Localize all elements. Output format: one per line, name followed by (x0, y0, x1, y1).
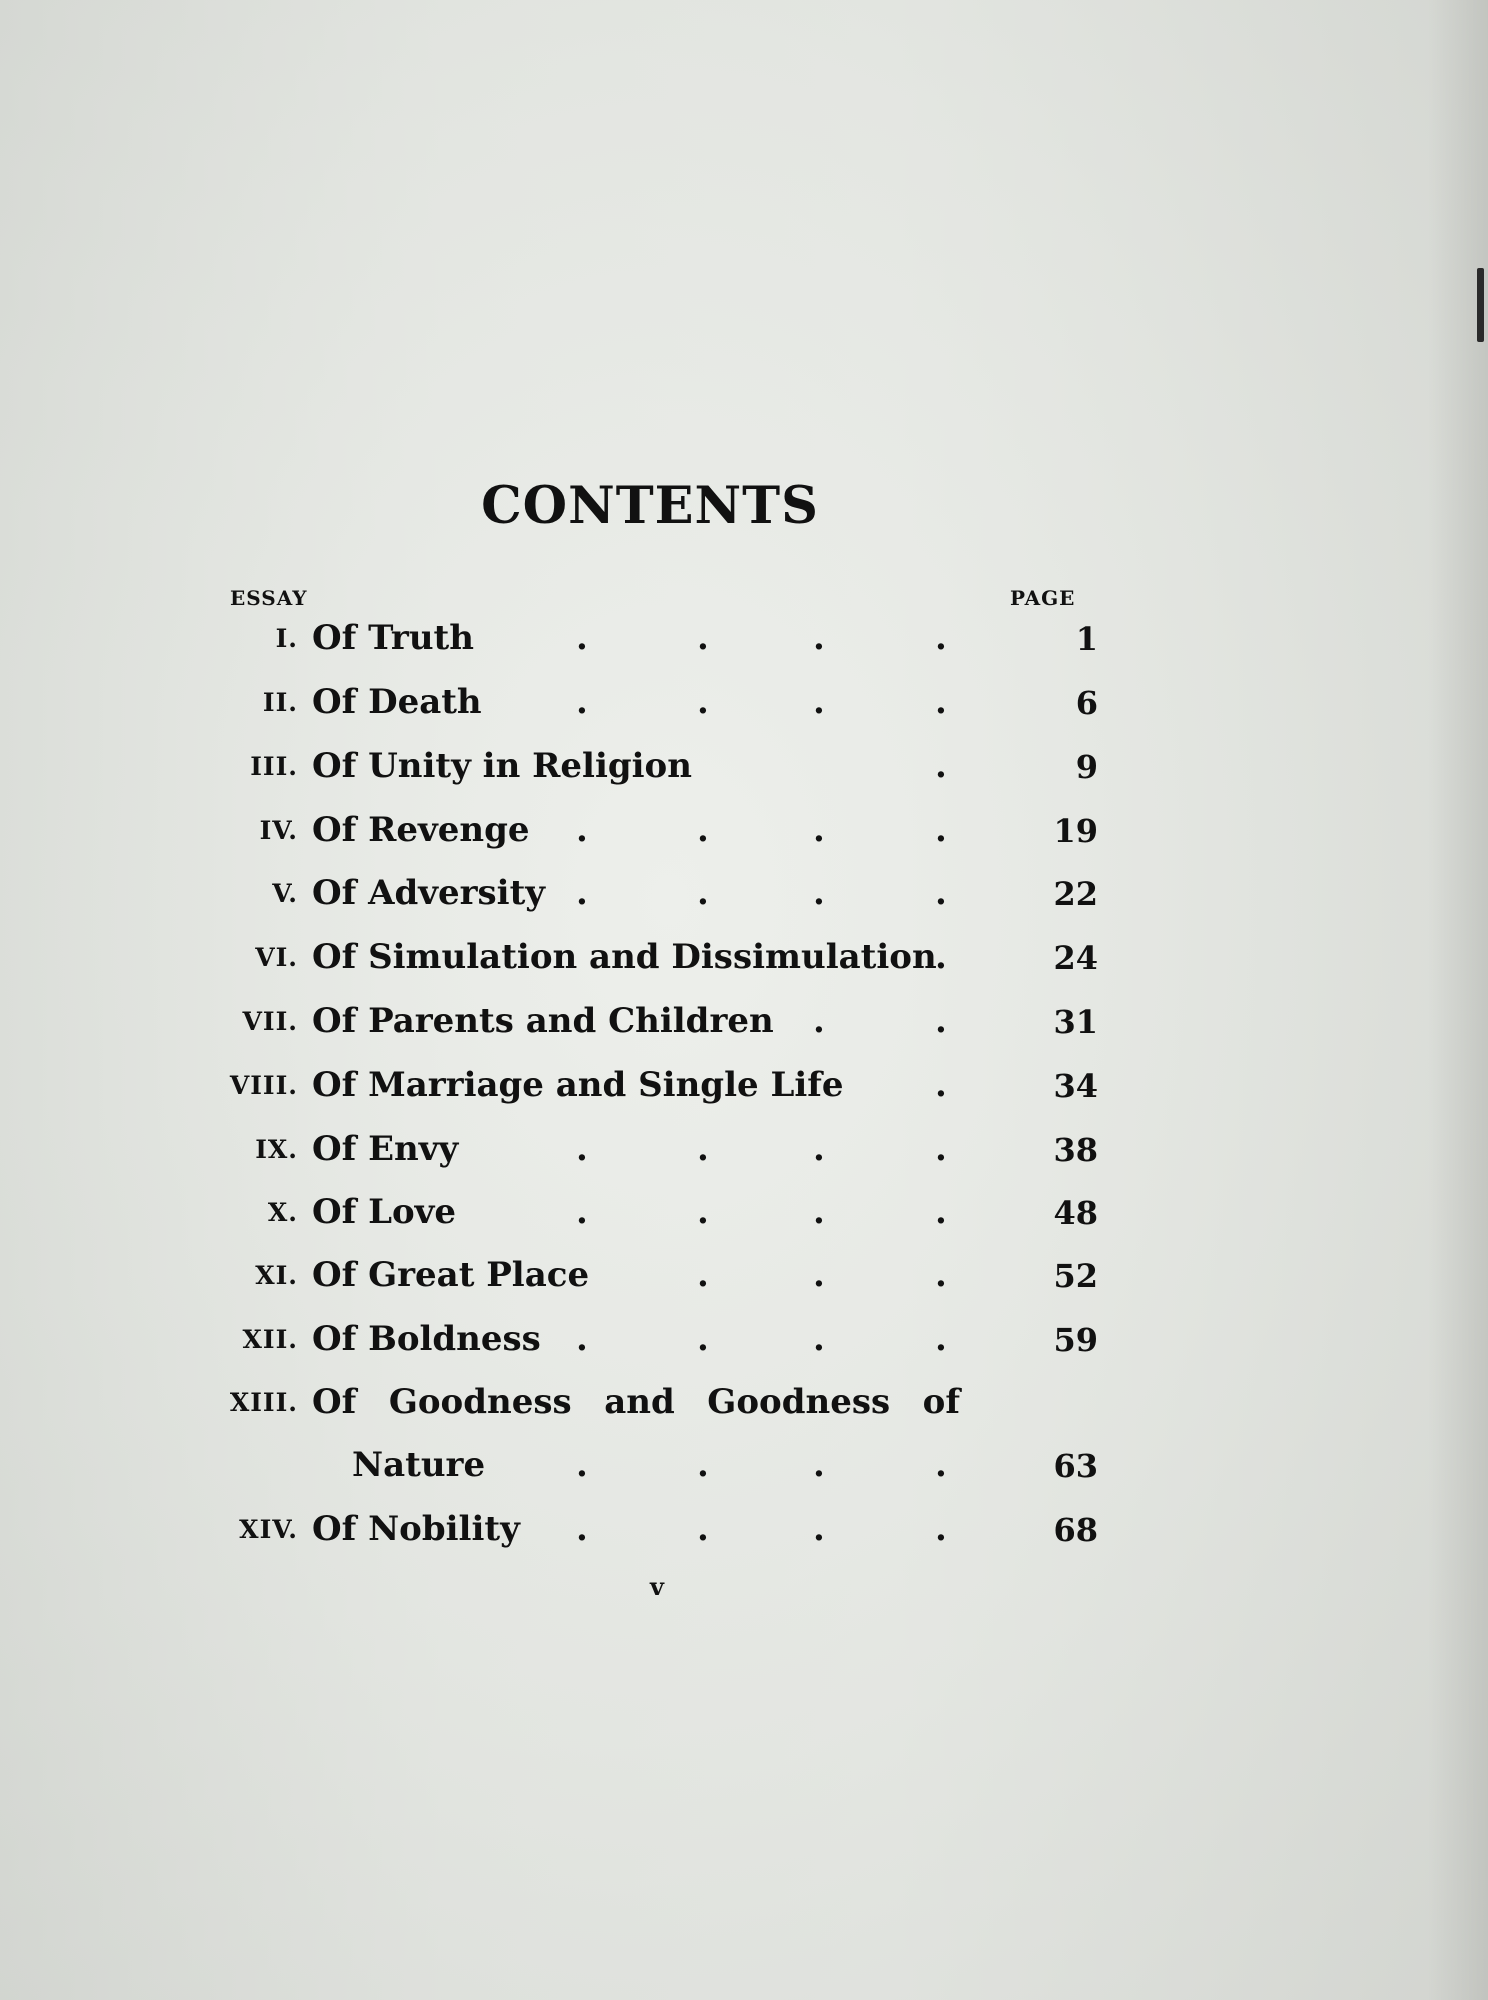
contents-entry-continuation (0, 1445, 1488, 1501)
essay-numeral: VII. (242, 1007, 298, 1036)
leader-dot: . (576, 810, 588, 850)
essay-title: Of Parents and Children (312, 1001, 774, 1041)
leader-dot: . (576, 1319, 588, 1359)
page-number: 52 (1053, 1257, 1098, 1295)
contents-entry (0, 1192, 1488, 1248)
essay-title: Of Adversity (312, 873, 546, 913)
essay-numeral: XI. (255, 1261, 298, 1290)
page-number: 9 (1075, 748, 1098, 786)
leader-dot: . (935, 682, 947, 722)
essay-numeral: XIV. (239, 1515, 298, 1544)
essay-numeral: VIII. (229, 1071, 298, 1100)
leader-dot: . (576, 1445, 588, 1485)
essay-numeral: I. (275, 624, 298, 653)
leader-dot: . (935, 937, 947, 977)
leader-dot: . (813, 1192, 825, 1232)
leader-dot: . (813, 810, 825, 850)
essay-title: Of Envy (312, 1129, 459, 1169)
page-number: 38 (1053, 1131, 1098, 1169)
folio-page-number: v (650, 1572, 664, 1601)
essay-title: Of Revenge (312, 810, 530, 850)
leader-dot: . (813, 1319, 825, 1359)
leader-dot: . (813, 873, 825, 913)
page-number: 34 (1053, 1067, 1098, 1105)
page-number: 1 (1075, 620, 1098, 658)
contents-entry (0, 1255, 1488, 1311)
essay-numeral: VI. (255, 943, 298, 972)
leader-dot: . (813, 682, 825, 722)
leader-dot: . (935, 1509, 947, 1549)
leader-dot: . (697, 1509, 709, 1549)
leader-dot: . (576, 873, 588, 913)
essay-title: Of Love (312, 1192, 457, 1232)
contents-entry (0, 618, 1488, 674)
leader-dot: . (697, 618, 709, 658)
leader-dot: . (935, 873, 947, 913)
contents-entry (0, 1001, 1488, 1057)
essay-numeral: V. (272, 879, 298, 908)
essay-numeral: XII. (242, 1325, 298, 1354)
essay-title: Of Marriage and Single Life (312, 1065, 844, 1105)
essay-numeral: III. (250, 752, 298, 781)
page-number: 31 (1053, 1003, 1098, 1041)
essay-numeral: X. (267, 1198, 298, 1227)
leader-dot: . (697, 810, 709, 850)
contents-entry (0, 682, 1488, 738)
leader-dot: . (576, 1192, 588, 1232)
page-number: 68 (1053, 1511, 1098, 1549)
page-number: 48 (1053, 1194, 1098, 1232)
leader-dot: . (813, 1509, 825, 1549)
leader-dot: . (697, 1129, 709, 1169)
essay-title: Of Death (312, 682, 482, 722)
leader-dot: . (935, 1192, 947, 1232)
leader-dot: . (935, 1319, 947, 1359)
contents-entry (0, 1065, 1488, 1121)
leader-dot: . (697, 1445, 709, 1485)
essay-numeral: IX. (255, 1135, 298, 1164)
leader-dot: . (935, 746, 947, 786)
essay-column-header: ESSAY (230, 586, 308, 610)
page-number: 6 (1075, 684, 1098, 722)
contents-entry (0, 873, 1488, 929)
page-number: 19 (1053, 812, 1098, 850)
essay-title-continuation: Nature (352, 1445, 486, 1485)
contents-entry (0, 1382, 1488, 1438)
page-number: 59 (1053, 1321, 1098, 1359)
leader-dot: . (935, 1445, 947, 1485)
essay-title: Of Goodness and Goodness of (312, 1382, 960, 1422)
contents-entry (0, 810, 1488, 866)
essay-numeral: II. (262, 688, 298, 717)
contents-entry (0, 1509, 1488, 1565)
page-number: 63 (1053, 1447, 1098, 1485)
leader-dot: . (935, 1255, 947, 1295)
leader-dot: . (813, 618, 825, 658)
edge-mark (1477, 268, 1484, 342)
essay-numeral: IV. (259, 816, 298, 845)
leader-dot: . (576, 618, 588, 658)
page-column-header: PAGE (1010, 586, 1076, 610)
page-number: 22 (1053, 875, 1098, 913)
contents-entry (0, 1129, 1488, 1185)
page-title: CONTENTS (481, 476, 819, 536)
contents-entry (0, 746, 1488, 802)
contents-entry (0, 1319, 1488, 1375)
essay-title: Of Unity in Religion (312, 746, 692, 786)
leader-dot: . (697, 1255, 709, 1295)
essay-title: Of Boldness (312, 1319, 541, 1359)
leader-dot: . (576, 1509, 588, 1549)
leader-dot: . (813, 1255, 825, 1295)
essay-title: Of Nobility (312, 1509, 520, 1549)
leader-dot: . (935, 1001, 947, 1041)
leader-dot: . (935, 618, 947, 658)
leader-dot: . (697, 682, 709, 722)
leader-dot: . (935, 1129, 947, 1169)
leader-dot: . (813, 1445, 825, 1485)
leader-dot: . (576, 682, 588, 722)
leader-dot: . (697, 873, 709, 913)
contents-entry (0, 937, 1488, 993)
leader-dot: . (697, 1192, 709, 1232)
essay-title: Of Simulation and Dissimulation (312, 937, 937, 977)
essay-title: Of Truth (312, 618, 474, 658)
leader-dot: . (813, 1001, 825, 1041)
page-number: 24 (1053, 939, 1098, 977)
essay-numeral: XIII. (229, 1388, 298, 1417)
leader-dot: . (813, 1129, 825, 1169)
leader-dot: . (935, 810, 947, 850)
leader-dot: . (697, 1319, 709, 1359)
leader-dot: . (576, 1129, 588, 1169)
leader-dot: . (935, 1065, 947, 1105)
essay-title: Of Great Place (312, 1255, 590, 1295)
